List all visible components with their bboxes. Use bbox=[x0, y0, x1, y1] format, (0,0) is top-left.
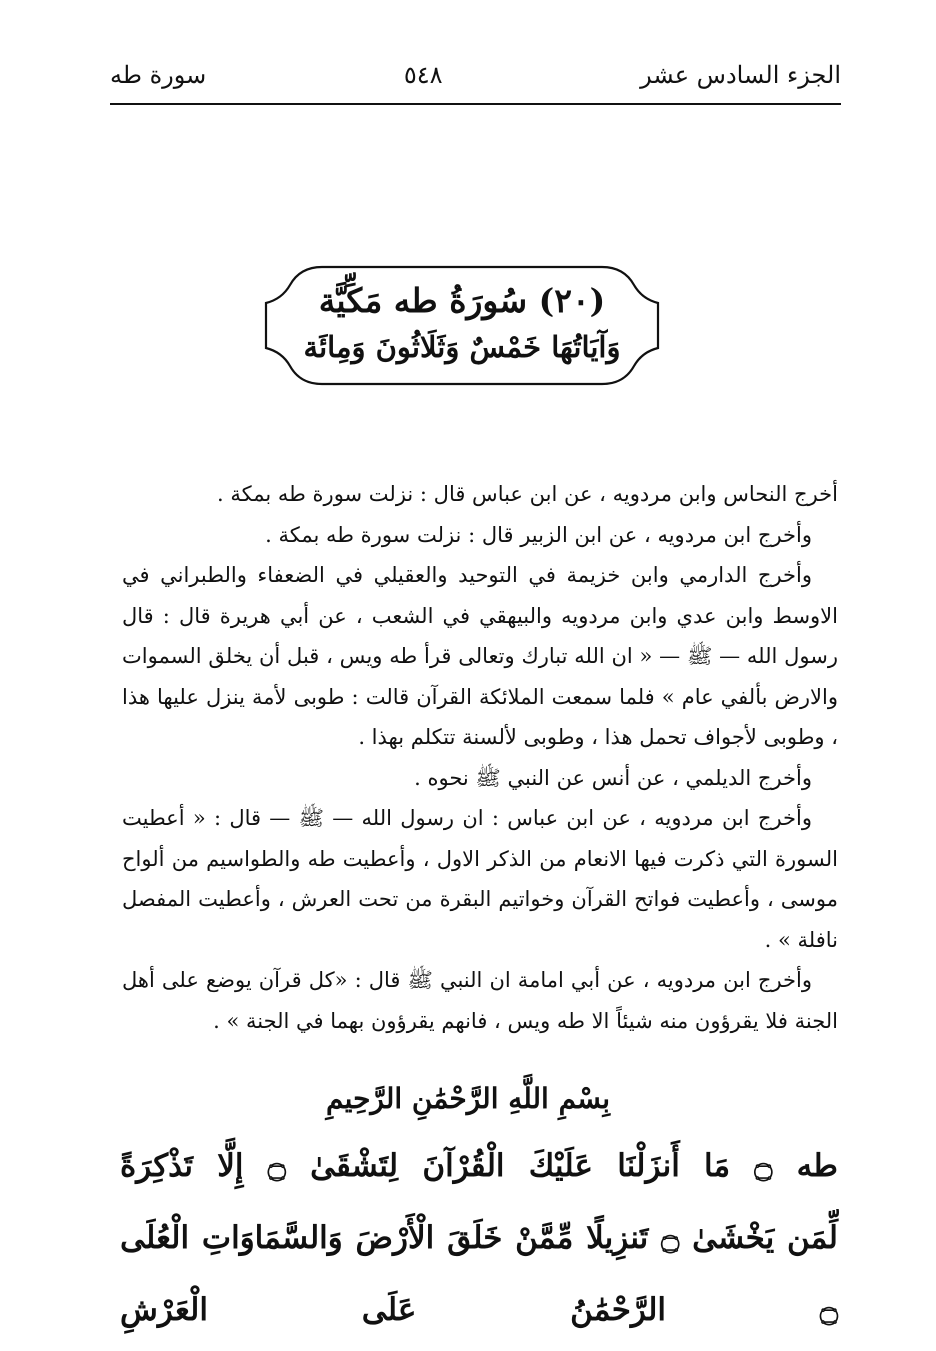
surah-title: (٢٠) سُورَةُ طه مَكِّيَّة bbox=[318, 281, 606, 320]
header-surah: سورة طه bbox=[110, 61, 207, 89]
paragraph: وأخرج ابن مردويه ، عن أبي امامة ان النبي ﷺ قال : «كل قرآن يوضع على أهل الجنة فلا يقرؤون منه شيئاً الا طه ويس ، فانهم يقرؤون بهما في الجنة » . bbox=[122, 968, 838, 1033]
paragraph: وأخرج الدارمي وابن خزيمة في التوحيد والعقيلي في الضعفاء والطبراني في الاوسط وابن عدي وابن مردويه والبيهقي في الشعب ، عن أبي هريرة قال : قال رسول الله — ﷺ — « ان الله تبارك وتعالى قرأ طه ويس ، قبل أن يخلق السموات والارض بألفي عام » فلما سمعت الملائكة القرآن قالت : طوبى لأمة ينزل عليها هذا ، وطوبى لأجواف تحمل هذا ، وطوبى لألسنة تتكلم بهذا . bbox=[122, 563, 838, 749]
header-divider bbox=[110, 103, 841, 105]
header-section: الجزء السادس عشر bbox=[640, 61, 841, 89]
paragraph: وأخرج ابن مردويه ، عن ابن عباس : ان رسول الله — ﷺ — قال : « أعطيت السورة التي ذكرت فيها الانعام من الذكر الاول ، وأعطيت طه والطواسيم من ألواح موسى ، وأعطيت فواتح القرآن وخواتيم البقرة من تحت العرش ، وأعطيت المفصل نافلة » . bbox=[122, 806, 838, 952]
paragraph: وأخرج ابن مردويه ، عن ابن الزبير قال : نزلت سورة طه بمكة . bbox=[265, 522, 812, 547]
quran-text bbox=[120, 1130, 838, 1346]
basmala: بِسْمِ اللَّهِ الرَّحْمَٰنِ الرَّحِيمِ bbox=[326, 1082, 610, 1115]
quran-line: لِّمَن يَخْشَىٰ ۝ تَنزِيلًا مِّمَّنْ خَلَقَ الْأَرْضَ وَالسَّمَاوَاتِ الْعُلَى ۝ الرَّحْمَٰنُ عَلَى الْعَرْشِ bbox=[120, 1220, 839, 1328]
paragraph: وأخرج الديلمي ، عن أنس عن النبي ﷺ نحوه . bbox=[414, 765, 812, 790]
surah-title-frame bbox=[262, 263, 662, 388]
quran-line: طه ۝ مَا أَنزَلْنَا عَلَيْكَ الْقُرْآنَ لِتَشْقَىٰ ۝ إِلَّا تَذْكِرَةً bbox=[120, 1148, 838, 1184]
paragraph: أخرج النحاس وابن مردويه ، عن ابن عباس قال : نزلت سورة طه بمكة . bbox=[217, 482, 838, 506]
page-header bbox=[110, 52, 841, 98]
commentary-text bbox=[122, 474, 838, 1041]
surah-verse-count: وَآيَاتُهَا خَمْسٌ وَثَلَاثُونَ وَمِائَة bbox=[303, 330, 621, 364]
page-number: ٥٤٨ bbox=[403, 61, 443, 89]
